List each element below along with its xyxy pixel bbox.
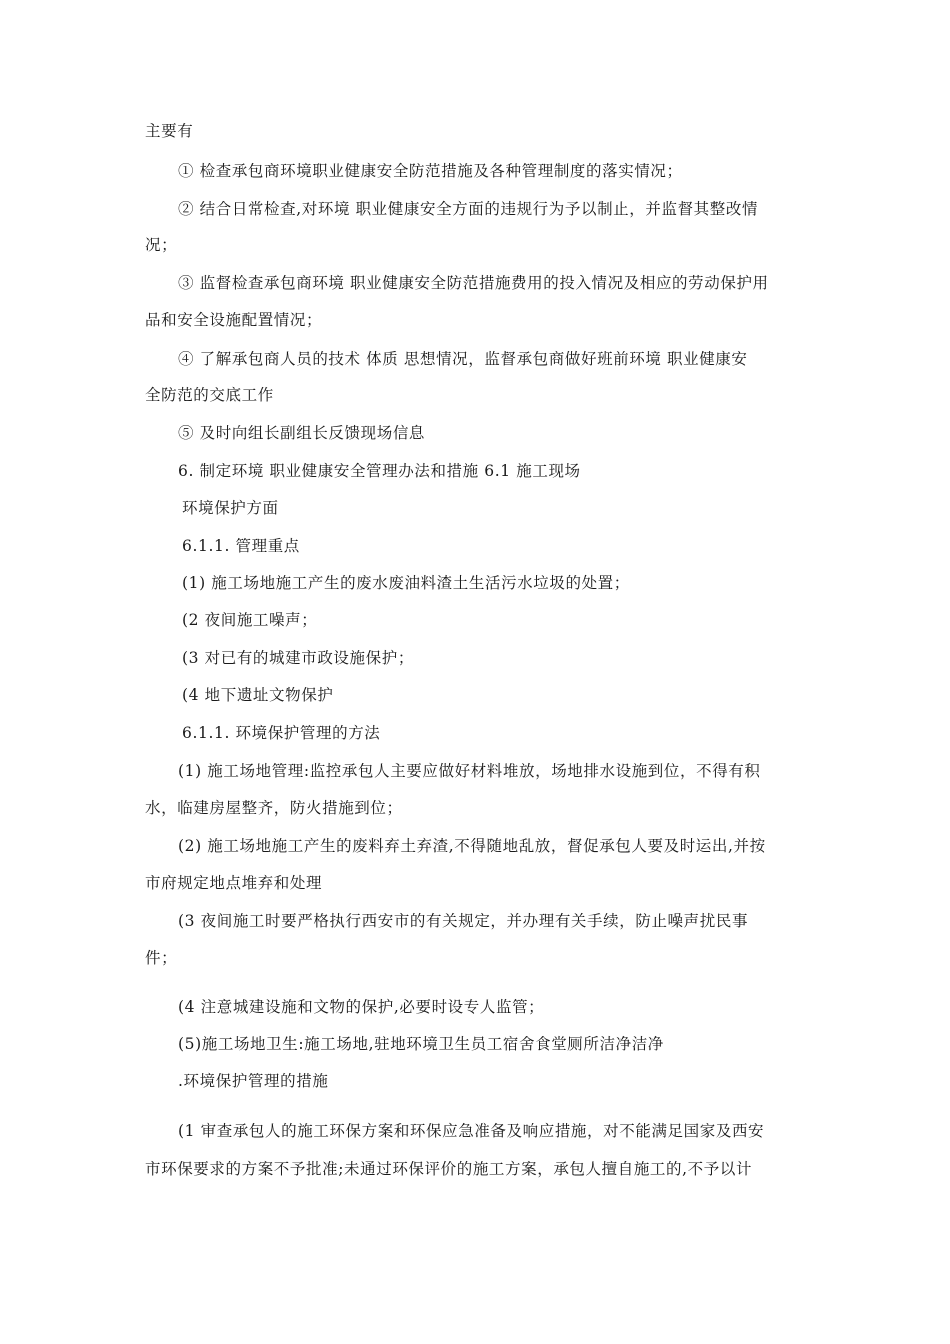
method-item-4: (4 注意城建设施和文物的保护,必要时设专人监管； [178,998,545,1016]
focus-item-1: (1) 施工场地施工产生的废水废油料渣土生活污水垃圾的处置； [182,574,630,592]
section-heading-env: 环境保护方面 [182,499,279,517]
subsection-heading-methods: 6.1.1. 环境保护管理的方法 [182,724,381,742]
method-item-2: (2) 施工场地施工产生的废料弃土弃渣,不得随地乱放，督促承包人要及时运出,并按 [178,837,766,855]
method-item-1-cont: 水，临建房屋整齐，防火措施到位； [145,799,403,817]
method-item-3-cont: 件； [145,949,178,967]
intro-line: 主要有 [145,122,194,140]
subsection-heading-focus: 6.1.1. 管理重点 [182,537,300,555]
list-item-4: ④ 了解承包商人员的技术 体质 思想情况，监督承包商做好班前环境 职业健康安 [178,350,748,368]
list-item-5: ⑤ 及时向组长副组长反馈现场信息 [178,424,426,442]
list-item-2-cont: 况； [145,236,178,254]
focus-item-2: (2 夜间施工噪声； [182,611,318,629]
list-item-2: ② 结合日常检查,对环境 职业健康安全方面的违规行为予以制止，并监督其整改情 [178,200,759,218]
measure-item-1-cont: 市环保要求的方案不予批准;未通过环保评价的施工方案，承包人擅自施工的,不予以计 [145,1160,753,1178]
measure-item-1: (1 审查承包人的施工环保方案和环保应急准备及响应措施，对不能满足国家及西安 [178,1122,765,1140]
list-item-3: ③ 监督检查承包商环境 职业健康安全防范措施费用的投入情况及相应的劳动保护用 [178,274,769,292]
list-item-1: ① 检查承包商环境职业健康安全防范措施及各种管理制度的落实情况； [178,162,683,180]
method-item-1: (1) 施工场地管理:监控承包人主要应做好材料堆放，场地排水设施到位，不得有积 [178,762,761,780]
method-item-3: (3 夜间施工时要严格执行西安市的有关规定，并办理有关手续，防止噪声扰民事 [178,912,749,930]
focus-item-3: (3 对已有的城建市政设施保护； [182,649,414,667]
list-item-3-cont: 品和安全设施配置情况； [145,311,323,329]
list-item-4-cont: 全防范的交底工作 [145,386,274,404]
method-item-2-cont: 市府规定地点堆弃和处理 [145,874,323,892]
focus-item-4: (4 地下遗址文物保护 [182,686,334,704]
method-item-5: (5)施工场地卫生:施工场地,驻地环境卫生员工宿舍食堂厕所洁净洁净 [178,1035,664,1053]
section-6-heading: 6. 制定环境 职业健康安全管理办法和措施 6.1 施工现场 [178,462,581,480]
subsection-heading-measures: .环境保护管理的措施 [178,1072,329,1090]
